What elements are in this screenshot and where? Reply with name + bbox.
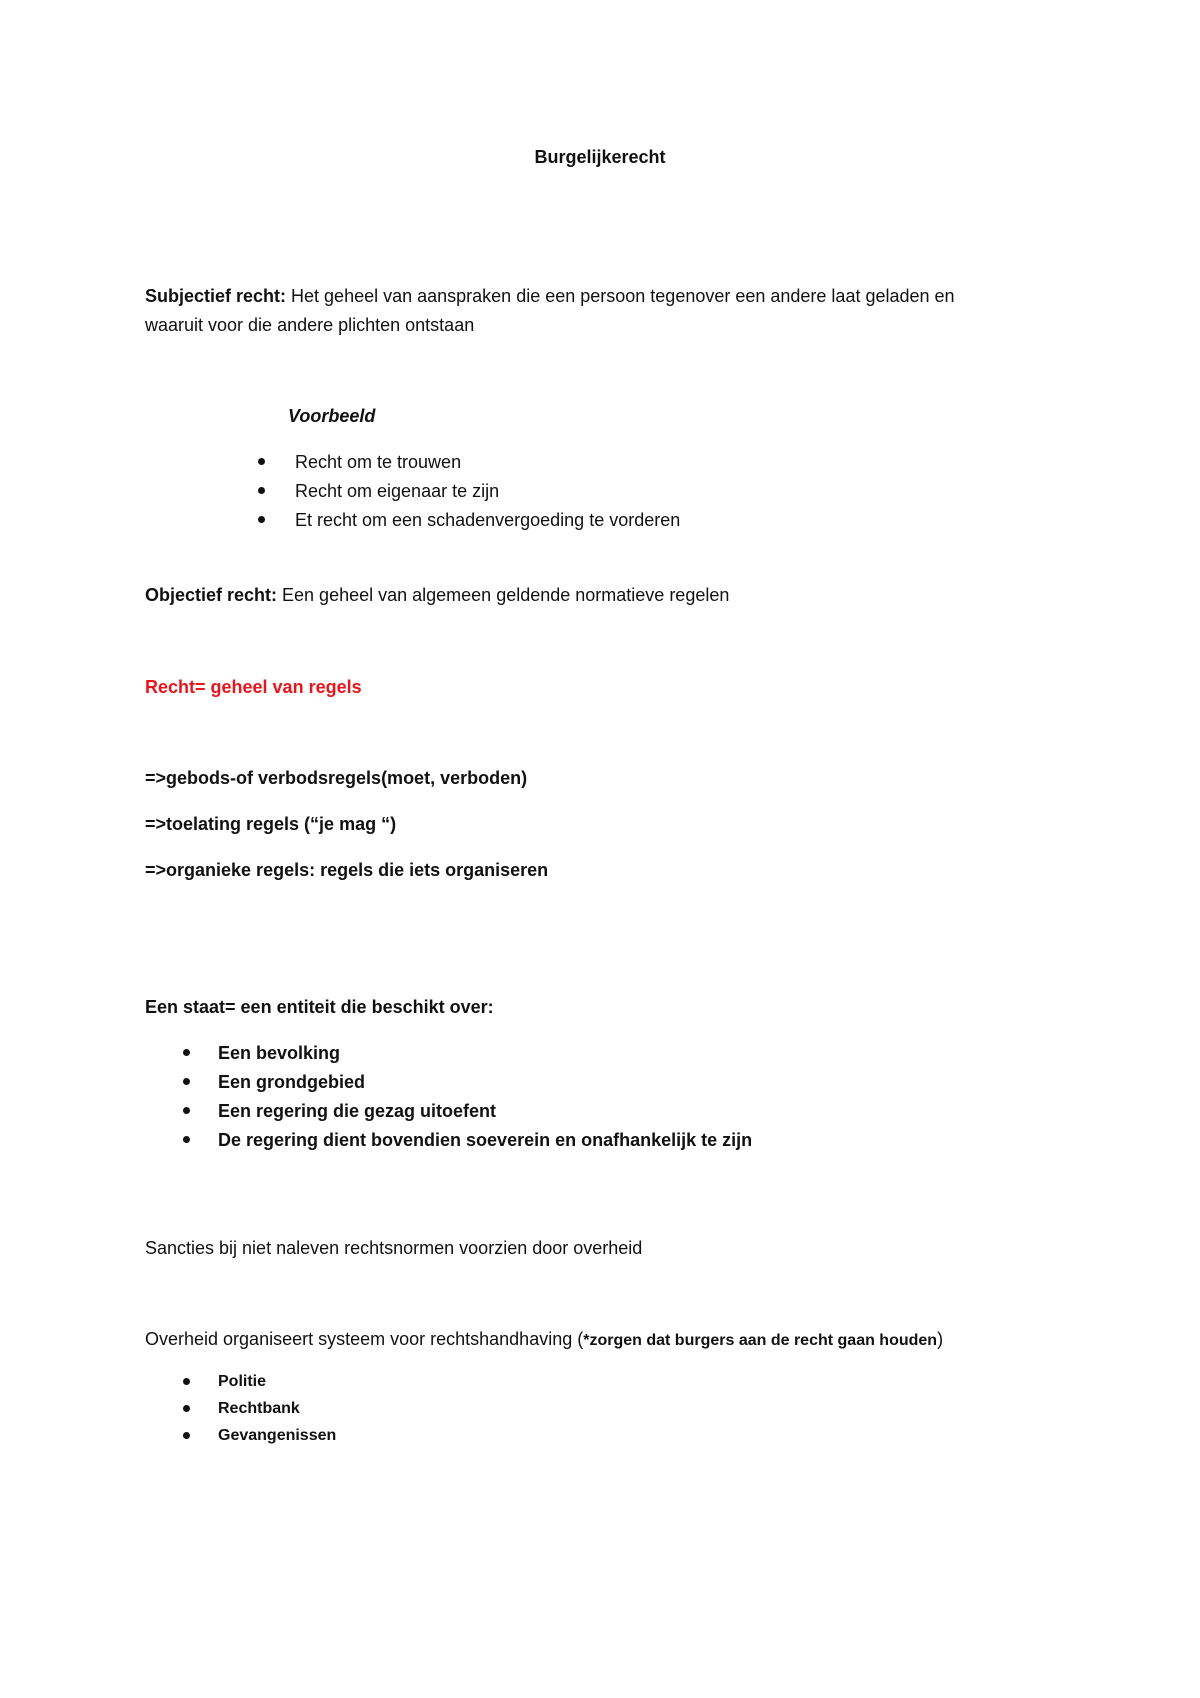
staat-item: Een bevolking: [218, 1043, 341, 1063]
bullet-icon: [183, 1405, 190, 1412]
voorbeeld-heading: Voorbeeld: [288, 406, 376, 426]
bullet-icon: [258, 458, 265, 465]
recht-definition: Recht= geheel van regels: [145, 677, 362, 697]
bullet-icon: [258, 487, 265, 494]
bullet-icon: [183, 1378, 190, 1385]
overheid-paragraph: [145, 1327, 943, 1353]
voorbeeld-item: Et recht om een schadenvergoeding te vorderen: [295, 510, 681, 530]
sancties-paragraph: Sancties bij niet naleven rechtsnormen voorzien door overheid: [145, 1238, 643, 1258]
staat-heading: Een staat= een entiteit die beschikt over:: [145, 997, 494, 1017]
objectief-definition: Een geheel van algemeen geldende normatieve regelen: [277, 585, 730, 605]
rule-type-item: =>organieke regels: regels die iets organiseren: [145, 860, 549, 880]
bullet-icon: [183, 1049, 190, 1056]
objectief-term: Objectief recht:: [145, 585, 278, 605]
subjectief-paragraph-line1: [145, 284, 955, 308]
overheid-item: Rechtbank: [218, 1400, 300, 1417]
overheid-text: Overheid organiseert systeem voor rechtshandhaving (: [145, 1329, 584, 1349]
subjectief-term: Subjectief recht:: [145, 286, 287, 306]
voorbeeld-item: Recht om eigenaar te zijn: [295, 481, 500, 501]
subjectief-definition-line1: Het geheel van aanspraken die een persoon tegenover een andere laat geladen en: [286, 286, 955, 306]
staat-item: Een grondgebied: [218, 1072, 366, 1092]
staat-item: De regering dient bovendien soeverein en onafhankelijk te zijn: [218, 1130, 753, 1150]
overheid-item: Politie: [218, 1373, 267, 1390]
overheid-item: Gevangenissen: [218, 1427, 337, 1444]
overheid-closing: ): [937, 1329, 944, 1349]
objectief-paragraph: [145, 583, 729, 607]
subjectief-definition-line2: waaruit voor die andere plichten ontstaan: [145, 315, 475, 335]
document-title: Burgelijkerecht: [534, 147, 666, 167]
staat-item: Een regering die gezag uitoefent: [218, 1101, 497, 1121]
overheid-bold-part: *zorgen dat burgers aan de recht gaan houden: [583, 1332, 938, 1349]
rule-type-item: =>gebods-of verbodsregels(moet, verboden): [145, 768, 528, 788]
bullet-icon: [183, 1432, 190, 1439]
voorbeeld-item: Recht om te trouwen: [295, 452, 462, 472]
bullet-icon: [258, 516, 265, 523]
bullet-icon: [183, 1107, 190, 1114]
rule-type-item: =>toelating regels (“je mag “): [145, 814, 397, 834]
bullet-icon: [183, 1136, 190, 1143]
bullet-icon: [183, 1078, 190, 1085]
